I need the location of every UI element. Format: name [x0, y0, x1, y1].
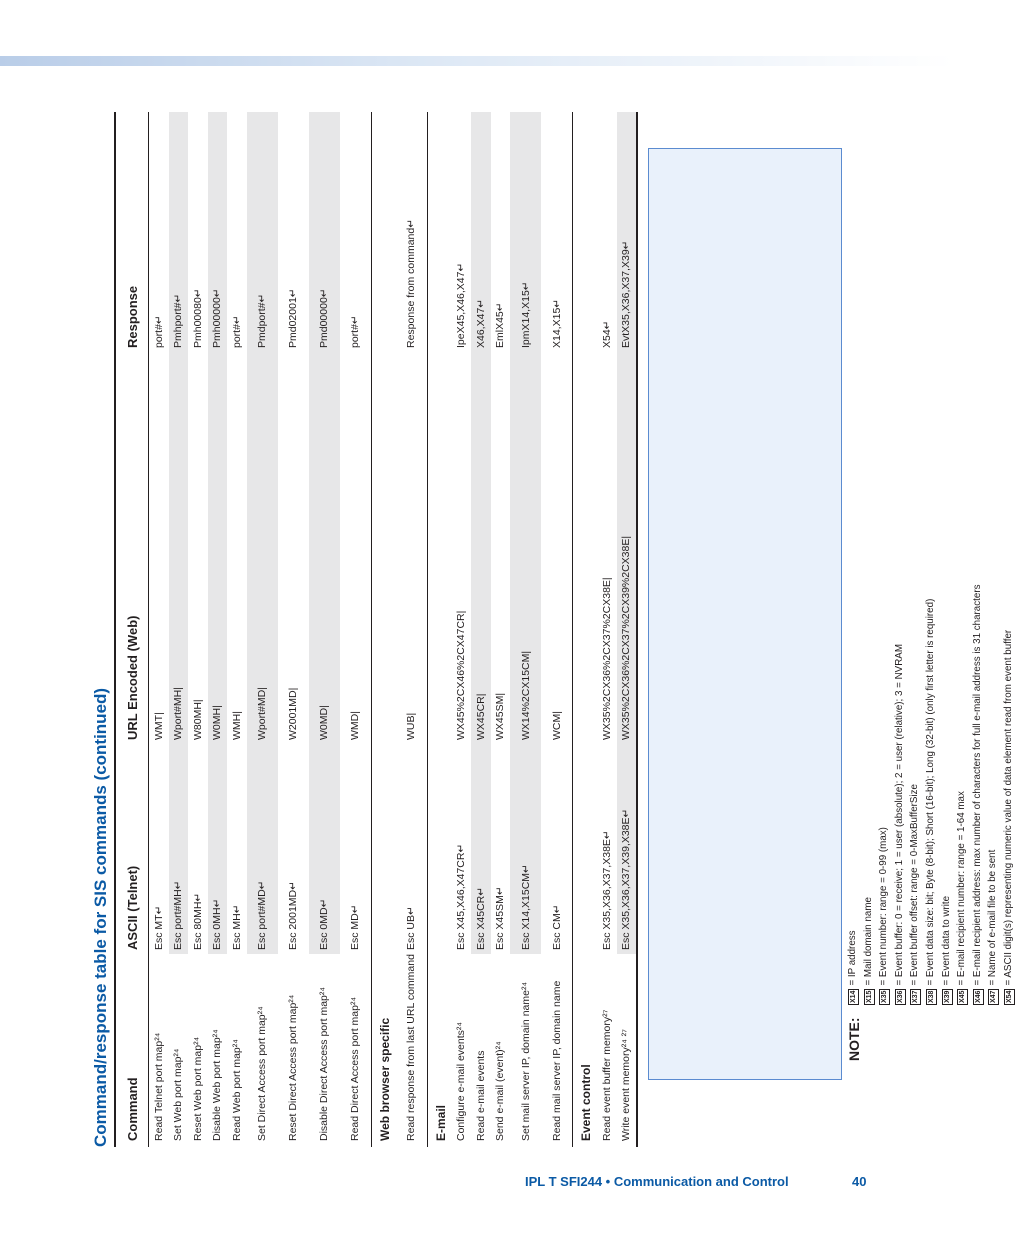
cell-ascii: Esc MH↵ [230, 904, 243, 950]
cell-ascii: Esc X35,X36,X37,X39,X38E↵ [617, 744, 637, 954]
note-item [985, 585, 1001, 1006]
note-item [892, 585, 908, 1006]
variable-description: = Mail domain name [862, 897, 874, 986]
cell-response: Pmd00000↵ [309, 112, 340, 352]
note-item [954, 585, 970, 1006]
table-row [340, 112, 371, 1147]
table-row [149, 112, 169, 1147]
cell-ascii: Esc MD↵ [349, 904, 361, 950]
note-list [845, 585, 1017, 1006]
cell-command: Read e-mail events [474, 1050, 487, 1141]
note-item [845, 585, 861, 1006]
header-response: Response [124, 285, 140, 348]
cell-command: Configure e-mail events²⁴ [455, 1022, 468, 1141]
note-content [837, 149, 1025, 1071]
table-header [116, 112, 149, 1147]
variable-key: X38 [927, 990, 935, 1003]
variable-key: X47 [990, 990, 998, 1003]
cell-response: Pmhport#↵ [169, 112, 189, 352]
cell-command: Read mail server IP, domain name [550, 980, 563, 1141]
cell-url: WUB| [405, 712, 417, 740]
variable-key: X36 [896, 990, 904, 1003]
table-row [541, 112, 572, 1147]
variable-description: = Event buffer: 0 = receive; 1 = user (absolute); 2 = user (relative); 3 = NVRAM [893, 644, 905, 986]
variable-description: = Event buffer offset: range = 0-MaxBufferSize [909, 784, 921, 986]
cell-response: EmlX45↵ [494, 302, 507, 348]
cell-ascii: Esc port#MD↵ [247, 744, 278, 954]
variable-description: = E-mail recipient address: max number of characters for full e-mail address is 31 characters [971, 584, 983, 986]
variable-key: X35 [881, 990, 889, 1003]
cell-ascii: Esc X35,X36,X37,X38E↵ [600, 830, 613, 950]
cell-ascii: Esc 0MH↵ [208, 744, 228, 954]
cell-command: Set Web port map²⁴ [172, 1048, 185, 1141]
note-item [1001, 585, 1017, 1006]
cell-ascii: Esc MT↵ [152, 905, 165, 950]
table-row [597, 112, 617, 1147]
header-ascii: ASCII (Telnet) [124, 865, 140, 950]
note-title: NOTE: [846, 1017, 862, 1061]
table-row [309, 112, 340, 1147]
variable-description: = Event data to write [940, 895, 952, 986]
cell-response: EvtX35,X36,X37,X39↵ [617, 112, 637, 352]
variable-description: = E-mail recipient number: range = 1-64 max [956, 791, 968, 986]
cell-url: WX45CR| [471, 352, 491, 744]
cell-response: X46,X47↵ [471, 112, 491, 352]
cell-command: Write event memory²⁴ ²⁷ [620, 1029, 633, 1141]
cell-url: WMT| [152, 712, 165, 740]
cell-response: port#↵ [152, 315, 165, 348]
note-item [876, 585, 892, 1006]
header-band [0, 56, 954, 66]
variable-key: X46 [974, 990, 982, 1003]
section-email: E-mail [427, 112, 452, 1147]
cell-ascii: Esc 80MH↵ [191, 892, 204, 950]
variable-description: = Event number: range = 0-99 (max) [878, 827, 890, 986]
cell-ascii: Esc X45,X46,X47CR↵ [455, 843, 468, 950]
header-url: URL Encoded (Web) [124, 615, 140, 740]
table-row [188, 112, 208, 1147]
cell-ascii: Esc CM↵ [550, 904, 563, 950]
note-item [970, 585, 986, 1006]
cell-url: Wport#MD| [247, 352, 278, 744]
table-row [227, 112, 247, 1147]
note-item [939, 585, 955, 1006]
rotated-table-area [88, 112, 633, 1147]
table-row [278, 112, 309, 1147]
table-row [208, 112, 228, 1147]
cell-url: WMH| [230, 711, 243, 740]
cell-url: WX35%2CX36%2CX37%2CX38E| [600, 577, 613, 740]
group-web [396, 112, 427, 1147]
cell-command: Read event buffer memory²⁷ [600, 1009, 613, 1141]
group-email [452, 112, 573, 1147]
cell-url: Wport#MH| [169, 352, 189, 744]
cell-response: Pmh00000↵ [208, 112, 228, 352]
table-row [617, 112, 637, 1147]
cell-ascii: Esc port#MH↵ [169, 744, 189, 954]
cell-response: port#↵ [349, 315, 361, 348]
cell-ascii: Esc X45CR↵ [471, 744, 491, 954]
group-event [597, 112, 636, 1147]
table-row [452, 112, 472, 1147]
variable-description: = IP address [847, 930, 858, 986]
cell-command: Read Direct Access port map²⁴ [349, 997, 361, 1141]
cell-url: W2001MD| [287, 687, 299, 740]
cell-command: Read Telnet port map²⁴ [152, 1032, 165, 1141]
cell-response: Pmh00080↵ [191, 288, 204, 348]
cell-response: X54↵ [600, 320, 613, 348]
variable-key: X15 [865, 990, 873, 1003]
cell-command: Disable Web port map²⁴ [211, 1029, 224, 1141]
cell-url: WX35%2CX36%2CX37%2CX39%2CX38E| [617, 352, 637, 744]
cell-command: Disable Direct Access port map²⁴ [318, 987, 330, 1141]
note-item [907, 585, 923, 1006]
note-box [648, 148, 1014, 1080]
cell-command: Reset Direct Access port map²⁴ [287, 994, 299, 1141]
cell-url: WX45%2CX46%2CX47CR| [455, 610, 468, 740]
cell-response: IpmX14,X15↵ [510, 112, 541, 352]
section-web-browser: Web browser specific [371, 112, 396, 1147]
cell-response: IpeX45,X46,X47↵ [455, 262, 468, 348]
table-row [510, 112, 541, 1147]
section-event-control: Event control [572, 112, 597, 1147]
cell-command: Read Web port map²⁴ [230, 1039, 243, 1141]
group-port-map [149, 112, 371, 1147]
footer-text: IPL T SFI244 • Communication and Control [525, 1174, 789, 1189]
cell-url: W0MD| [309, 352, 340, 744]
table-row [169, 112, 189, 1147]
cell-response: port#↵ [230, 315, 243, 348]
variable-description: = Name of e-mail file to be sent [987, 849, 999, 986]
cell-url: WX14%2CX15CM| [510, 352, 541, 744]
note-item [923, 585, 939, 1006]
cell-response: Pmd02001↵ [287, 288, 299, 348]
cell-command: Send e-mail (event)²⁴ [494, 1041, 507, 1141]
cell-response: X14,X15↵ [550, 298, 563, 348]
cell-ascii: Esc 2001MD↵ [287, 881, 299, 950]
cell-command: Reset Web port map²⁴ [191, 1036, 204, 1141]
table-row [491, 112, 511, 1147]
sis-table [114, 112, 638, 1147]
cell-url: W0MH| [208, 352, 228, 744]
table-row [396, 112, 427, 1147]
cell-ascii: Esc UB↵ [405, 906, 417, 950]
table-row [471, 112, 491, 1147]
variable-key: X37 [912, 990, 920, 1003]
page-number: 40 [852, 1174, 867, 1189]
cell-url: WMD| [349, 711, 361, 740]
cell-url: W80MH| [191, 699, 204, 740]
page-title: Command/response table for SIS commands (continued) [91, 687, 110, 1147]
variable-description: = ASCII digit(s) representing numeric value of data element read from event buffer [1002, 629, 1014, 986]
note-item [861, 585, 877, 1006]
cell-response: Response from command↵ [405, 218, 417, 348]
variable-key: X45 [959, 990, 967, 1003]
cell-url: WX45SM| [494, 692, 507, 740]
table-row [247, 112, 278, 1147]
cell-command: Set Direct Access port map²⁴ [256, 1006, 268, 1141]
cell-response: Pmdport#↵ [247, 112, 278, 352]
variable-key: X14 [850, 990, 857, 1003]
header-command: Command [124, 1077, 140, 1141]
cell-ascii: Esc 0MD↵ [309, 744, 340, 954]
cell-ascii: Esc X14,X15CM↵ [510, 744, 541, 954]
cell-url: WCM| [550, 711, 563, 740]
variable-key: X54 [1005, 990, 1013, 1003]
cell-command: Set mail server IP, domain name²⁴ [519, 982, 532, 1141]
variable-description: = Event data size: bit; Byte (8-bit); Short (16-bit); Long (32-bit) (only first letter is required) [924, 598, 936, 986]
cell-command: Read response from last URL command [405, 954, 417, 1141]
cell-ascii: Esc X45SM↵ [494, 886, 507, 950]
variable-key: X39 [943, 990, 951, 1003]
